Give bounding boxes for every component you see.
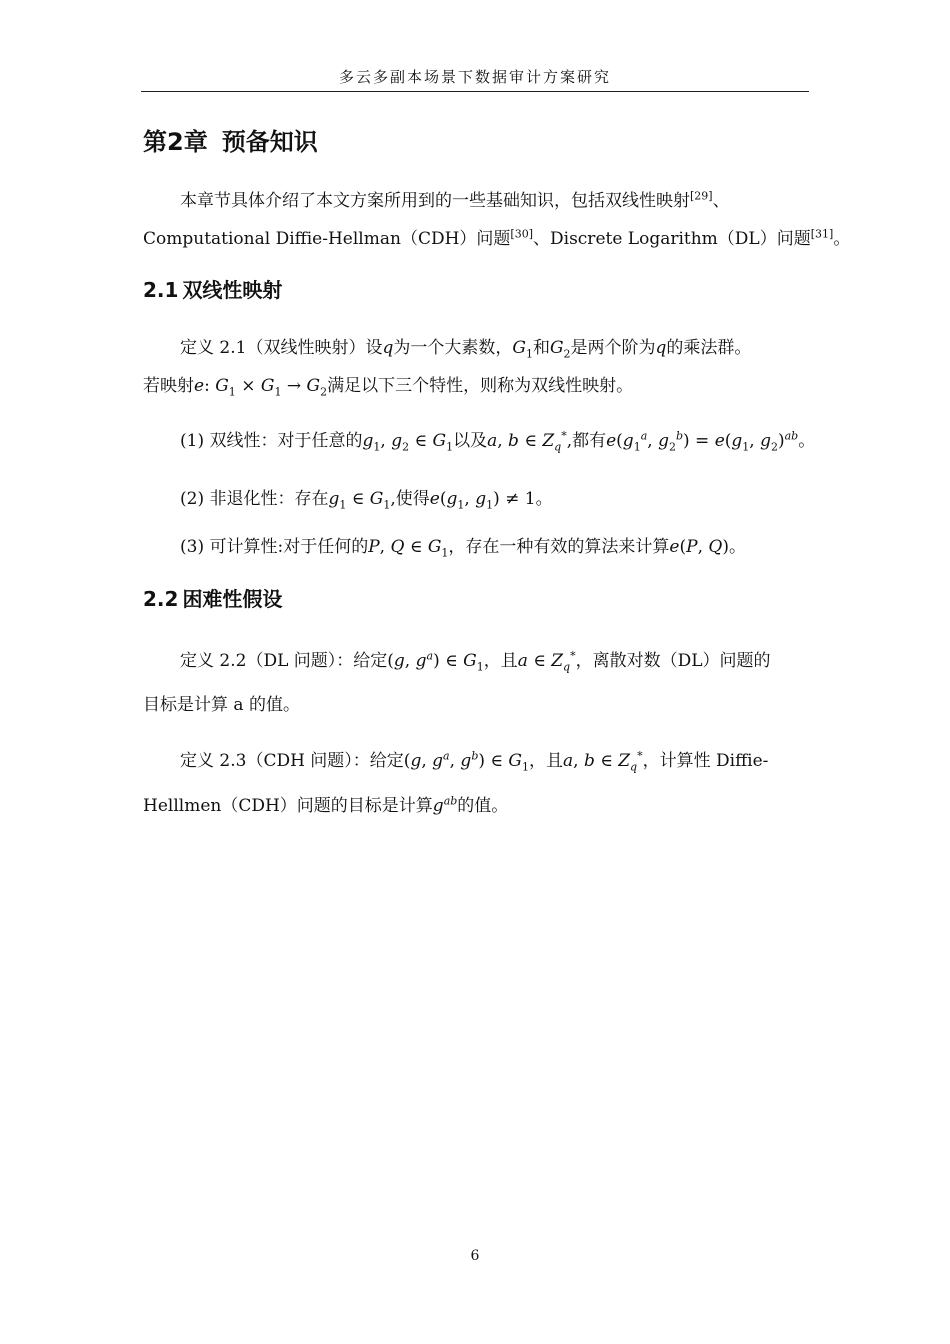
chapter-number: 第2章 — [143, 128, 208, 156]
definition-2-1-line-2: 若映射e: $G_1 \times G_1 \to G_2$满足以下三个特性，则称为双线性映射。 — [143, 376, 634, 399]
property-non-degeneracy: (2) 非退化性：存在$g_1$ ∈ $G_1$,使得$e(g_1$, $g_1) \ne 1$。 — [180, 489, 553, 512]
citation-30: [30] — [510, 227, 533, 241]
definition-2-2-line-1: 定义 2.2（DL 问题）：给定(g, $g^a$) ∈ $G_1$，且a ∈ $Z_q^*$，离散对数（DL）问题的 — [180, 649, 771, 674]
header-rule — [141, 91, 809, 92]
definition-2-2-line-2: 目标是计算 a 的值。 — [143, 695, 300, 715]
property-bilinearity: (1) 双线性：对于任意的$g_1$, $g_2$ ∈ $G_1$以及a, b ∈ $Z_q^*$,都有$e(g_1^a$, $g_2^b) = e(g_1$, $g_2)^{ab}$。 — [180, 429, 816, 454]
property-computability: (3) 可计算性:对于任何的P, Q ∈ $G_1$，存在一种有效的算法来计算e(P, Q)。 — [180, 537, 746, 560]
section-2-1-heading: 2.1 双线性映射 — [143, 278, 283, 302]
citation-29: [29] — [690, 189, 713, 203]
intro-line-2: Computational Diffie-Hellman（CDH）问题[30]、Discrete Logarithm（DL）问题[31]。 — [143, 227, 851, 249]
intro-line-1: 本章节具体介绍了本文方案所用到的一些基础知识，包括双线性映射[29]、 — [180, 189, 730, 211]
chapter-title — [143, 122, 318, 157]
page-number: 6 — [470, 1248, 480, 1264]
chapter-name: 预备知识 — [221, 128, 318, 156]
definition-2-3-line-1: 定义 2.3（CDH 问题）：给定(g, $g^a$, $g^b$) ∈ $G_1$，且a, b ∈ $Z_q^*$，计算性 Diffie- — [180, 749, 769, 774]
definition-2-3-line-2: Helllmen（CDH）问题的目标是计算$g^{ab}$的值。 — [143, 794, 509, 816]
running-header: 多云多副本场景下数据审计方案研究 — [338, 68, 611, 86]
section-2-2-heading: 2.2 困难性假设 — [143, 587, 283, 611]
citation-31: [31] — [810, 227, 834, 241]
definition-2-1-line-1: 定义 2.1（双线性映射）设q为一个大素数，$G_1$和$G_2$是两个阶为q的乘法群。 — [180, 338, 752, 361]
